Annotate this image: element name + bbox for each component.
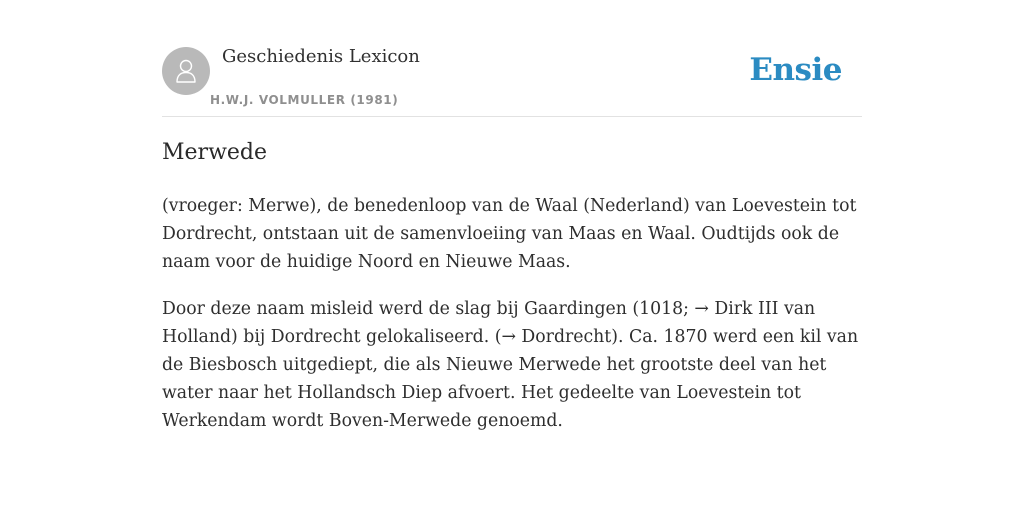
author-avatar[interactable] [162, 47, 210, 95]
header [162, 0, 862, 117]
page [162, 0, 862, 431]
paragraph-text: ) bij Dordrecht gelokaliseerd. ( [231, 327, 502, 347]
paragraph-text: ). Ca. 1870 werd een kil van de Biesbosch uitgediept, die als Nieuwe Merwede het grootste deel van het water naar het Hollandsch Diep afvoert. Het gedeelte van Loevestein tot Werkendam wordt Boven-Merwede genoemd. [162, 327, 859, 431]
entry-paragraph-2 [162, 295, 862, 435]
xref-link-dirk-iii[interactable]: → Dirk III van Holland [162, 299, 816, 347]
paragraph-text: Door deze naam misleid werd de slag bij Gaardingen (1018; [162, 299, 695, 319]
author-name: H.W.J. VOLMULLER (1981) [210, 93, 399, 107]
xref-link-dordrecht[interactable]: → Dordrecht [501, 327, 612, 347]
entry-paragraph-1: (vroeger: Merwe), de benedenloop van de Waal (Nederland) van Loevestein tot Dordrecht, ontstaan uit de samenvloeiing van Maas en Waal. Oudtijds ook de naam voor de huidige Noord en Nieuwe Maas. [162, 196, 857, 272]
ensie-logo[interactable]: Ensie [749, 52, 842, 88]
entry-title: Merwede [162, 140, 268, 165]
source-title[interactable]: Geschiedenis Lexicon [222, 46, 420, 67]
person-icon [172, 57, 200, 85]
